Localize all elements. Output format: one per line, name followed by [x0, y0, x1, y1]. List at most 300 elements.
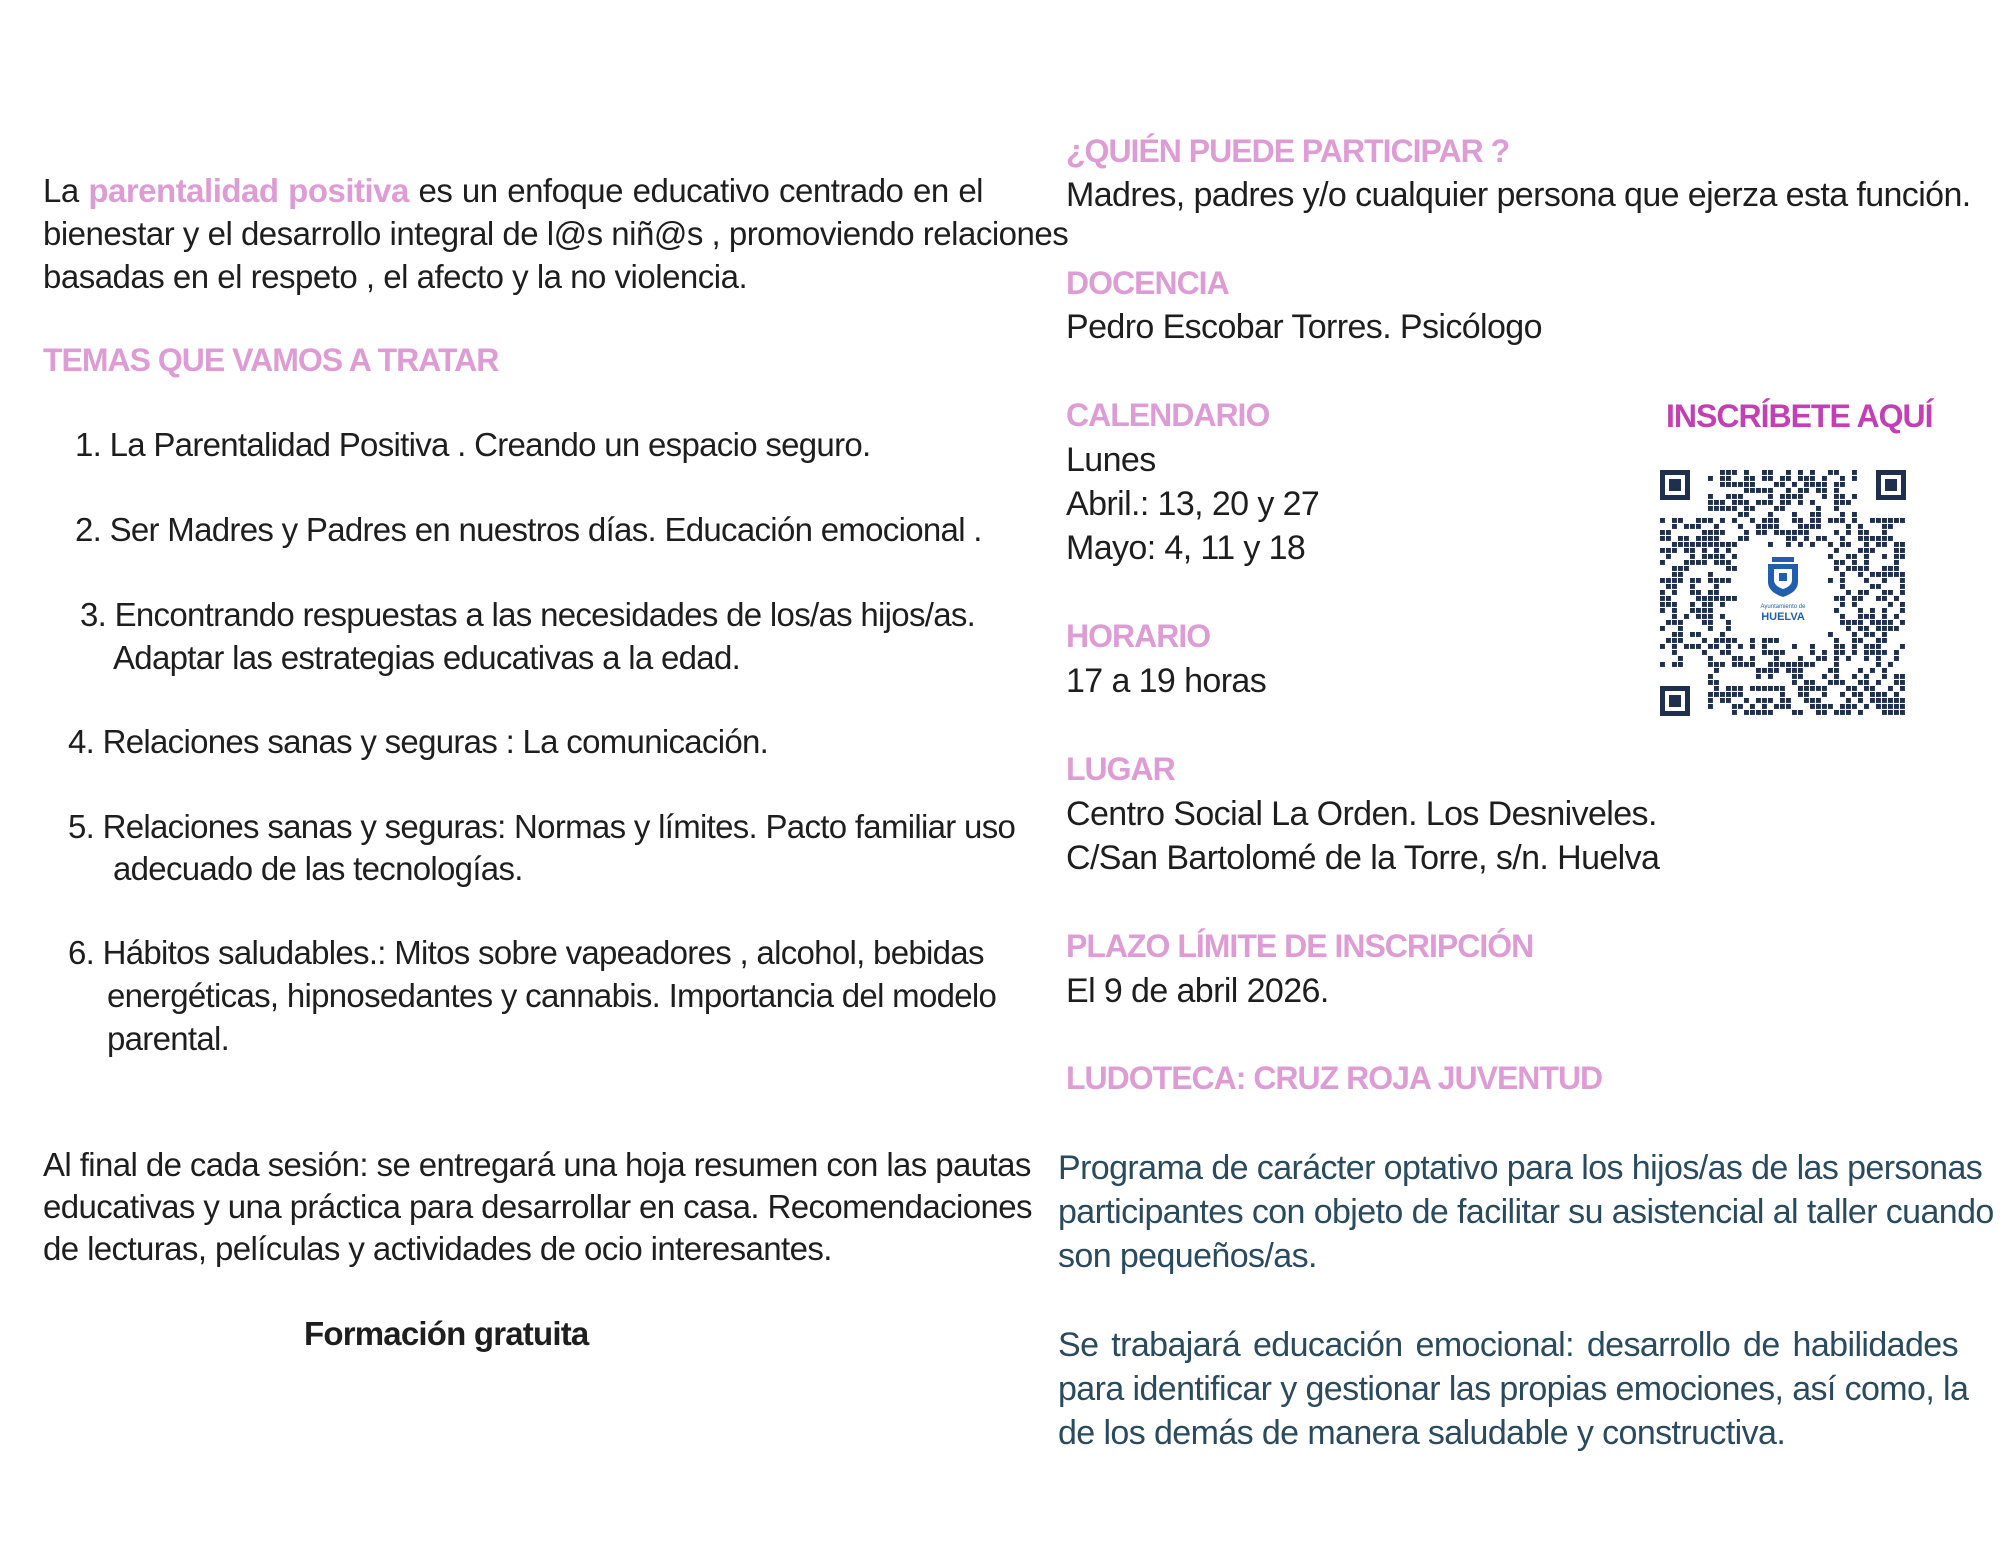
qr-module: [1840, 512, 1845, 517]
qr-module: [1834, 638, 1839, 643]
qr-module: [1816, 506, 1821, 511]
qr-module: [1882, 650, 1887, 655]
qr-module: [1744, 476, 1749, 481]
qr-module: [1882, 668, 1887, 673]
qr-module: [1798, 524, 1803, 529]
qr-module: [1768, 542, 1773, 547]
qr-module: [1894, 656, 1899, 661]
qr-module: [1792, 644, 1797, 649]
qr-module: [1708, 578, 1713, 583]
qr-module: [1846, 554, 1851, 559]
qr-module: [1810, 698, 1815, 703]
qr-module: [1792, 530, 1797, 535]
qr-module: [1792, 662, 1797, 667]
topic-item-6-cont2: parental.: [107, 1020, 230, 1057]
qr-module: [1660, 536, 1665, 541]
qr-module: [1738, 662, 1743, 667]
qr-module: [1660, 590, 1665, 595]
qr-module: [1894, 560, 1899, 565]
qr-module: [1768, 470, 1773, 475]
qr-module: [1882, 518, 1887, 523]
qr-module: [1756, 668, 1761, 673]
qr-module: [1816, 704, 1821, 709]
qr-module: [1732, 518, 1737, 523]
qr-module: [1900, 590, 1905, 595]
qr-module: [1672, 584, 1677, 589]
topic-item-2: 2. Ser Madres y Padres en nuestros días. Educación emocional .: [75, 511, 982, 548]
qr-module: [1840, 542, 1845, 547]
qr-module: [1786, 668, 1791, 673]
qr-module: [1750, 476, 1755, 481]
qr-module: [1708, 608, 1713, 613]
qr-module: [1876, 644, 1881, 649]
qr-module: [1810, 518, 1815, 523]
qr-module: [1894, 626, 1899, 631]
qr-module: [1726, 638, 1731, 643]
qr-module: [1804, 662, 1809, 667]
qr-module: [1720, 530, 1725, 535]
qr-module: [1678, 656, 1683, 661]
qr-module: [1762, 530, 1767, 535]
qr-module: [1846, 686, 1851, 691]
closing-line-3: de lecturas, películas y actividades de ocio interesantes.: [43, 1230, 832, 1267]
register-heading: INSCRÍBETE AQUÍ: [1666, 398, 1933, 434]
qr-module: [1774, 638, 1779, 643]
qr-module: [1708, 704, 1713, 709]
qr-module: [1708, 542, 1713, 547]
schedule-text: 17 a 19 horas: [1066, 662, 1267, 700]
ludoteca-p2-line-1: Se trabajará educación emocional: desarrollo de habilidades: [1058, 1326, 1958, 1364]
qr-module: [1798, 476, 1803, 481]
qr-module: [1852, 470, 1857, 475]
qr-module: [1900, 608, 1905, 613]
qr-module: [1858, 524, 1863, 529]
qr-module: [1684, 548, 1689, 553]
qr-module: [1780, 698, 1785, 703]
qr-module: [1720, 506, 1725, 511]
qr-module: [1852, 632, 1857, 637]
qr-module: [1738, 686, 1743, 691]
qr-module: [1828, 554, 1833, 559]
qr-module: [1864, 590, 1869, 595]
qr-module: [1888, 704, 1893, 709]
qr-module: [1828, 632, 1833, 637]
schedule-heading: HORARIO: [1066, 618, 1211, 654]
qr-module: [1750, 482, 1755, 487]
qr-module: [1858, 680, 1863, 685]
qr-module: [1858, 638, 1863, 643]
qr-module: [1672, 542, 1677, 547]
qr-module: [1816, 518, 1821, 523]
qr-module: [1780, 650, 1785, 655]
qr-module: [1708, 602, 1713, 607]
qr-module: [1882, 698, 1887, 703]
qr-module: [1762, 500, 1767, 505]
ludoteca-p1-line-2: participantes con objeto de facilitar su asistencial al taller cuando: [1058, 1193, 1994, 1231]
qr-module: [1834, 482, 1839, 487]
qr-module: [1774, 704, 1779, 709]
logo-text-1: Ayuntamiento de: [1760, 604, 1806, 610]
qr-module: [1864, 650, 1869, 655]
qr-module: [1696, 518, 1701, 523]
qr-module: [1750, 506, 1755, 511]
qr-module: [1900, 554, 1905, 559]
qr-module: [1852, 692, 1857, 697]
qr-module: [1816, 686, 1821, 691]
qr-module: [1660, 626, 1665, 631]
qr-module: [1726, 650, 1731, 655]
qr-module: [1696, 590, 1701, 595]
qr-module: [1786, 542, 1791, 547]
qr-module: [1852, 494, 1857, 499]
qr-module: [1708, 674, 1713, 679]
qr-module: [1846, 626, 1851, 631]
qr-module: [1690, 644, 1695, 649]
qr-module: [1834, 470, 1839, 475]
qr-module: [1846, 524, 1851, 529]
qr-module: [1864, 560, 1869, 565]
qr-module: [1726, 644, 1731, 649]
qr-module: [1882, 704, 1887, 709]
qr-module: [1678, 566, 1683, 571]
qr-module: [1732, 494, 1737, 499]
qr-module: [1678, 542, 1683, 547]
qr-module: [1684, 566, 1689, 571]
qr-module: [1732, 542, 1737, 547]
qr-module: [1720, 698, 1725, 703]
qr-module: [1822, 536, 1827, 541]
qr-module: [1828, 578, 1833, 583]
qr-module: [1870, 698, 1875, 703]
qr-module: [1768, 476, 1773, 481]
qr-module: [1720, 500, 1725, 505]
qr-module: [1858, 548, 1863, 553]
qr-module: [1864, 644, 1869, 649]
qr-module: [1798, 692, 1803, 697]
qr-module: [1696, 542, 1701, 547]
qr-module: [1858, 590, 1863, 595]
qr-module: [1720, 602, 1725, 607]
qr-module: [1732, 710, 1737, 715]
qr-module: [1798, 674, 1803, 679]
qr-module: [1900, 686, 1905, 691]
qr-module: [1804, 530, 1809, 535]
qr-module: [1870, 518, 1875, 523]
ludoteca-p1-line-3: son pequeños/as.: [1058, 1237, 1317, 1275]
qr-module: [1798, 500, 1803, 505]
closing-line-2: educativas y una práctica para desarrollar en casa. Recomendaciones: [43, 1188, 1032, 1225]
qr-module: [1876, 638, 1881, 643]
qr-module: [1684, 524, 1689, 529]
qr-module: [1798, 530, 1803, 535]
qr-module: [1834, 674, 1839, 679]
qr-module: [1876, 620, 1881, 625]
qr-module: [1666, 620, 1671, 625]
qr-module: [1690, 542, 1695, 547]
qr-module: [1672, 650, 1677, 655]
qr-module: [1894, 542, 1899, 547]
qr-module: [1702, 614, 1707, 619]
qr-module: [1672, 614, 1677, 619]
qr-module: [1768, 686, 1773, 691]
qr-module: [1768, 650, 1773, 655]
qr-module: [1684, 560, 1689, 565]
qr-module: [1672, 608, 1677, 613]
qr-module: [1762, 476, 1767, 481]
qr-module: [1714, 662, 1719, 667]
qr-module: [1858, 608, 1863, 613]
qr-module: [1774, 656, 1779, 661]
qr-module: [1804, 680, 1809, 685]
qr-module: [1840, 692, 1845, 697]
qr-module: [1822, 482, 1827, 487]
qr-module: [1804, 524, 1809, 529]
qr-module: [1696, 608, 1701, 613]
qr-module: [1858, 566, 1863, 571]
qr-module: [1732, 500, 1737, 505]
qr-module: [1816, 488, 1821, 493]
qr-module: [1846, 704, 1851, 709]
qr-module: [1774, 662, 1779, 667]
qr-module: [1834, 680, 1839, 685]
qr-module: [1840, 536, 1845, 541]
qr-module: [1714, 548, 1719, 553]
qr-module: [1834, 668, 1839, 673]
qr-module: [1834, 656, 1839, 661]
qr-module: [1732, 686, 1737, 691]
qr-module: [1708, 476, 1713, 481]
qr-module: [1720, 632, 1725, 637]
qr-module: [1846, 500, 1851, 505]
place-line-2: C/San Bartolomé de la Torre, s/n. Huelva: [1066, 839, 1660, 877]
qr-module: [1828, 518, 1833, 523]
qr-module: [1732, 692, 1737, 697]
qr-module: [1810, 704, 1815, 709]
intro-line-3: basadas en el respeto , el afecto y la no violencia.: [43, 258, 748, 295]
qr-module: [1864, 704, 1869, 709]
qr-module: [1882, 530, 1887, 535]
qr-module: [1660, 608, 1665, 613]
qr-module: [1702, 548, 1707, 553]
qr-module: [1690, 524, 1695, 529]
qr-module: [1720, 560, 1725, 565]
qr-module: [1822, 488, 1827, 493]
qr-module: [1660, 662, 1665, 667]
qr-module: [1834, 566, 1839, 571]
qr-module: [1888, 602, 1893, 607]
qr-module: [1774, 518, 1779, 523]
qr-module: [1888, 518, 1893, 523]
qr-module: [1690, 560, 1695, 565]
qr-module: [1858, 536, 1863, 541]
qr-module: [1834, 500, 1839, 505]
ludoteca-paragraph-1: [1058, 1146, 1994, 1278]
qr-module: [1900, 548, 1905, 553]
qr-module: [1672, 572, 1677, 577]
qr-module: [1708, 590, 1713, 595]
qr-module: [1708, 644, 1713, 649]
qr-module: [1714, 578, 1719, 583]
qr-module: [1894, 692, 1899, 697]
qr-module: [1690, 584, 1695, 589]
qr-module: [1714, 686, 1719, 691]
qr-module: [1684, 542, 1689, 547]
qr-module: [1660, 644, 1665, 649]
qr-module: [1834, 518, 1839, 523]
qr-module: [1888, 662, 1893, 667]
qr-module: [1708, 536, 1713, 541]
qr-module: [1714, 530, 1719, 535]
qr-module: [1732, 704, 1737, 709]
qr-module: [1876, 656, 1881, 661]
qr-module: [1834, 560, 1839, 565]
qr-module: [1780, 494, 1785, 499]
qr-module: [1882, 566, 1887, 571]
qr-module: [1792, 674, 1797, 679]
qr-module: [1714, 506, 1719, 511]
qr-module: [1726, 482, 1731, 487]
qr-module: [1708, 626, 1713, 631]
qr-module: [1720, 662, 1725, 667]
qr-module: [1822, 476, 1827, 481]
qr-module: [1828, 470, 1833, 475]
qr-module: [1774, 482, 1779, 487]
qr-module: [1756, 488, 1761, 493]
qr-module: [1876, 626, 1881, 631]
qr-module: [1828, 668, 1833, 673]
qr-module: [1822, 686, 1827, 691]
qr-module: [1804, 476, 1809, 481]
qr-module: [1870, 614, 1875, 619]
qr-module: [1852, 674, 1857, 679]
ludoteca-p1-line-1: Programa de carácter optativo para los hijos/as de las personas: [1058, 1149, 1983, 1187]
qr-module: [1816, 512, 1821, 517]
qr-module: [1768, 518, 1773, 523]
qr-module: [1720, 596, 1725, 601]
qr-module: [1822, 692, 1827, 697]
qr-module: [1840, 476, 1845, 481]
qr-module: [1660, 560, 1665, 565]
qr-module: [1804, 686, 1809, 691]
qr-module: [1720, 476, 1725, 481]
qr-module: [1678, 620, 1683, 625]
topic-item-6: 6. Hábitos saludables.: Mitos sobre vapeadores , alcohol, bebidas: [68, 934, 984, 971]
qr-module: [1852, 476, 1857, 481]
qr-module: [1684, 644, 1689, 649]
qr-module: [1786, 470, 1791, 475]
qr-module: [1894, 572, 1899, 577]
qr-module: [1858, 572, 1863, 577]
qr-module: [1864, 554, 1869, 559]
qr-module: [1870, 608, 1875, 613]
qr-module: [1738, 482, 1743, 487]
qr-module: [1876, 518, 1881, 523]
qr-code-icon[interactable]: [1660, 470, 1906, 716]
qr-module: [1864, 614, 1869, 619]
qr-module: [1744, 506, 1749, 511]
qr-module: [1882, 674, 1887, 679]
qr-module: [1858, 626, 1863, 631]
qr-module: [1786, 500, 1791, 505]
qr-module: [1894, 518, 1899, 523]
qr-module: [1726, 692, 1731, 697]
qr-module: [1750, 710, 1755, 715]
intro-line-2: bienestar y el desarrollo integral de l@s niñ@s , promoviendo relaciones: [43, 215, 1069, 252]
ludoteca-p2-line-2: para identificar y gestionar las propias emociones, así como, la: [1058, 1370, 1969, 1408]
qr-module: [1666, 530, 1671, 535]
qr-module: [1810, 650, 1815, 655]
qr-module: [1870, 548, 1875, 553]
qr-module: [1834, 530, 1839, 535]
qr-module: [1852, 620, 1857, 625]
qr-module: [1888, 620, 1893, 625]
qr-module: [1852, 602, 1857, 607]
who-text: Madres, padres y/o cualquier persona que ejerza esta función.: [1066, 176, 1971, 214]
qr-module: [1732, 638, 1737, 643]
qr-module: [1834, 548, 1839, 553]
qr-module: [1876, 542, 1881, 547]
qr-module: [1894, 566, 1899, 571]
qr-module: [1738, 494, 1743, 499]
qr-module: [1774, 650, 1779, 655]
closing-line-1: Al final de cada sesión: se entregará una hoja resumen con las pautas: [43, 1146, 1031, 1183]
qr-module: [1666, 536, 1671, 541]
qr-module: [1708, 698, 1713, 703]
qr-module: [1900, 680, 1905, 685]
qr-module: [1798, 542, 1803, 547]
qr-module: [1900, 704, 1905, 709]
qr-module: [1870, 572, 1875, 577]
qr-module: [1786, 698, 1791, 703]
qr-module: [1672, 632, 1677, 637]
qr-module: [1792, 680, 1797, 685]
qr-module: [1900, 518, 1905, 523]
qr-module: [1870, 632, 1875, 637]
qr-module: [1834, 644, 1839, 649]
qr-module: [1714, 644, 1719, 649]
qr-module: [1750, 662, 1755, 667]
qr-module: [1894, 680, 1899, 685]
qr-module: [1894, 710, 1899, 715]
qr-module: [1876, 662, 1881, 667]
qr-module: [1894, 614, 1899, 619]
qr-module: [1858, 530, 1863, 535]
qr-module: [1732, 554, 1737, 559]
qr-module: [1726, 476, 1731, 481]
qr-module: [1780, 482, 1785, 487]
qr-module: [1798, 668, 1803, 673]
qr-module: [1816, 698, 1821, 703]
qr-module: [1780, 506, 1785, 511]
qr-module: [1696, 578, 1701, 583]
qr-module: [1750, 656, 1755, 661]
qr-module: [1744, 698, 1749, 703]
qr-module: [1666, 602, 1671, 607]
free-training-label: Formación gratuita: [304, 1315, 589, 1352]
qr-module: [1762, 650, 1767, 655]
qr-module: [1690, 602, 1695, 607]
qr-module: [1732, 662, 1737, 667]
qr-module: [1702, 608, 1707, 613]
qr-module: [1780, 686, 1785, 691]
qr-module: [1678, 638, 1683, 643]
qr-module: [1900, 602, 1905, 607]
qr-module: [1828, 704, 1833, 709]
qr-module: [1876, 650, 1881, 655]
qr-module: [1744, 488, 1749, 493]
qr-module: [1696, 644, 1701, 649]
qr-module: [1810, 662, 1815, 667]
